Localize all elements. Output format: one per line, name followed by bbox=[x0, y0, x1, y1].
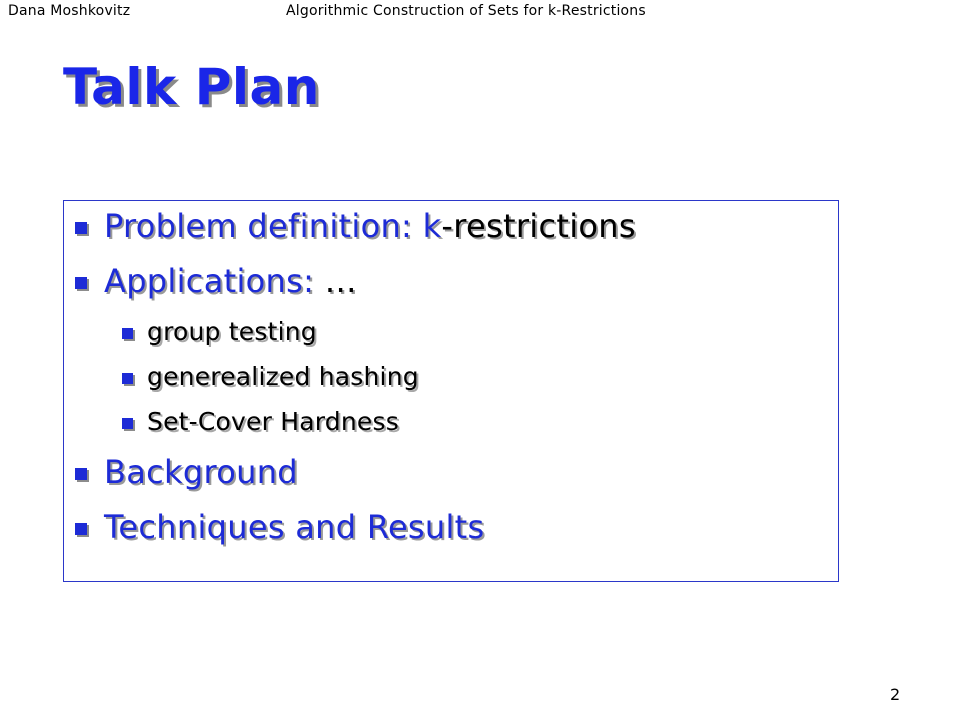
list-item bbox=[75, 207, 636, 245]
header-title: Algorithmic Construction of Sets for k-Restrictions bbox=[286, 3, 646, 19]
list-item-text: Techniques and Results bbox=[104, 508, 485, 546]
header-author: Dana Moshkovitz bbox=[8, 3, 131, 19]
list-subitem bbox=[122, 407, 399, 436]
square-bullet-icon bbox=[122, 373, 133, 384]
square-bullet-icon bbox=[122, 418, 133, 429]
list-subitem-text: Set-Cover Hardness bbox=[147, 407, 399, 436]
page-number: 2 bbox=[890, 685, 901, 704]
list-item bbox=[75, 453, 298, 491]
list-item-text: Problem definition: k-restrictions bbox=[104, 207, 636, 245]
list-item-text: Background bbox=[104, 453, 298, 491]
square-bullet-icon bbox=[75, 277, 87, 289]
list-item-text: Applications: … bbox=[104, 262, 357, 300]
slide-title: Talk Plan bbox=[63, 58, 320, 116]
list-subitem-text: generealized hashing bbox=[147, 362, 419, 391]
square-bullet-icon bbox=[75, 523, 87, 535]
square-bullet-icon bbox=[122, 328, 133, 339]
list-item bbox=[75, 262, 357, 300]
list-item bbox=[75, 508, 485, 546]
square-bullet-icon bbox=[75, 222, 87, 234]
square-bullet-icon bbox=[75, 468, 87, 480]
list-subitem-text: group testing bbox=[147, 317, 317, 346]
list-subitem bbox=[122, 362, 419, 391]
list-subitem bbox=[122, 317, 317, 346]
